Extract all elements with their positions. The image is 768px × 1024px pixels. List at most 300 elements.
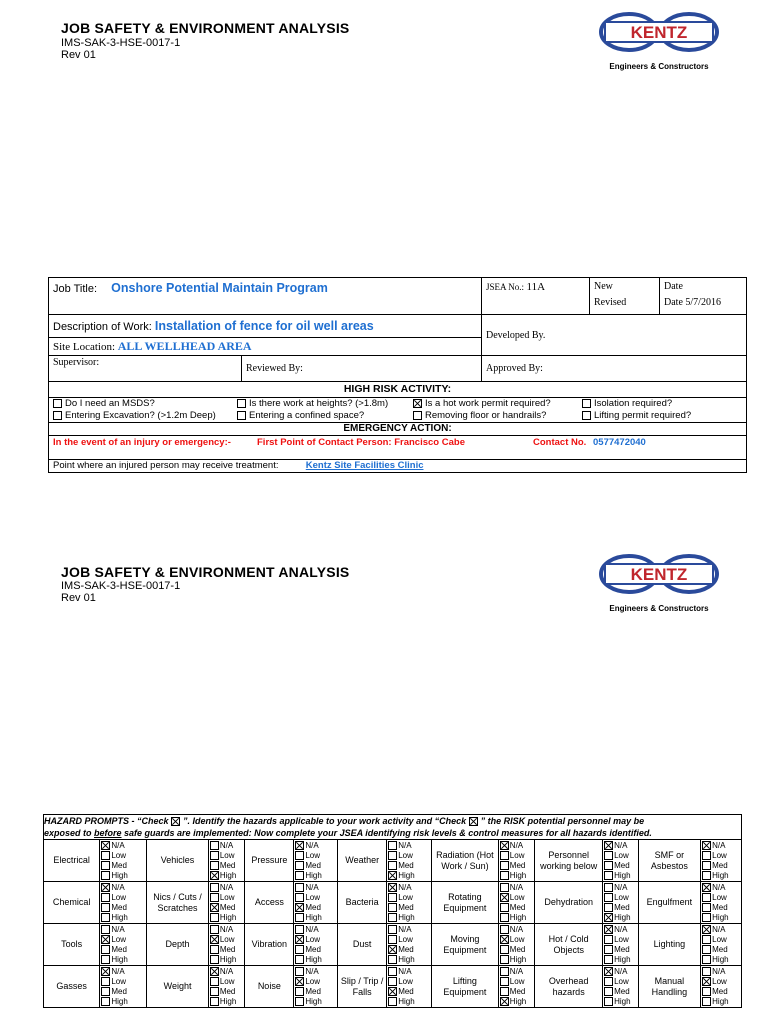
- risk-option: [702, 841, 741, 851]
- risk-option-label: Low: [509, 934, 525, 944]
- hazard-name: Depth: [147, 924, 209, 966]
- risk-option: [388, 955, 431, 965]
- risk-option: [210, 913, 245, 923]
- risk-option-label: Low: [614, 976, 629, 986]
- risk-option: [500, 997, 535, 1007]
- risk-checkbox[interactable]: [210, 893, 219, 902]
- risk-option: [500, 945, 535, 955]
- risk-checkbox[interactable]: [500, 913, 509, 922]
- risk-option-label: Low: [509, 976, 525, 986]
- risk-option: [604, 925, 637, 935]
- risk-option: [604, 997, 637, 1007]
- risk-checkbox[interactable]: [604, 987, 613, 996]
- risk-option-label: Med: [219, 986, 236, 996]
- risk-checkbox[interactable]: [295, 935, 304, 944]
- risk-option: [210, 945, 245, 955]
- risk-option: [101, 967, 146, 977]
- risk-checkbox[interactable]: [101, 977, 110, 986]
- risk-option-label: High: [219, 870, 237, 880]
- risk-checkbox[interactable]: [101, 871, 110, 880]
- risk-checkbox[interactable]: [388, 893, 397, 902]
- risk-checkbox[interactable]: [295, 967, 304, 976]
- risk-option-label: Low: [712, 976, 727, 986]
- page-title-2: JOB SAFETY & ENVIRONMENT ANALYSIS: [61, 564, 350, 580]
- risk-option-label: High: [305, 996, 322, 1006]
- risk-checkbox[interactable]: [604, 945, 613, 954]
- risk-option: [388, 977, 431, 987]
- risk-checkbox[interactable]: [295, 977, 304, 986]
- risk-option-label: High: [398, 870, 415, 880]
- high-risk-item: [237, 398, 388, 410]
- risk-options: [387, 924, 432, 966]
- risk-option: [388, 861, 431, 871]
- prompt-part-b: ”. Identify the hazards applicable to your work activity and “Check: [183, 816, 469, 826]
- risk-checkbox[interactable]: [101, 987, 110, 996]
- hazard-name: Weather: [338, 840, 387, 882]
- high-risk-checklist: [49, 398, 747, 423]
- checkbox[interactable]: [53, 399, 62, 408]
- risk-option: [101, 987, 146, 997]
- risk-option-label: High: [509, 996, 527, 1006]
- risk-checkbox[interactable]: [702, 861, 711, 870]
- description-value: Installation of fence for oil well areas: [154, 319, 374, 333]
- risk-option: [604, 987, 637, 997]
- risk-checkbox[interactable]: [702, 967, 711, 976]
- risk-option: [101, 925, 146, 935]
- risk-checkbox[interactable]: [604, 861, 613, 870]
- risk-option-label: Low: [305, 934, 321, 944]
- risk-checkbox[interactable]: [388, 871, 397, 880]
- risk-checkbox[interactable]: [101, 841, 110, 850]
- high-risk-label: Is there work at heights? (>1.8m): [249, 398, 389, 409]
- risk-option: [702, 977, 741, 987]
- risk-checkbox[interactable]: [388, 977, 397, 986]
- risk-checkbox[interactable]: [210, 871, 219, 880]
- risk-checkbox[interactable]: [500, 893, 509, 902]
- risk-checkbox[interactable]: [604, 955, 613, 964]
- risk-checkbox[interactable]: [295, 871, 304, 880]
- risk-checkbox[interactable]: [388, 861, 397, 870]
- risk-checkbox[interactable]: [388, 935, 397, 944]
- risk-checkbox[interactable]: [101, 955, 110, 964]
- risk-option-label: Low: [219, 934, 235, 944]
- developed-by-cell: [482, 315, 747, 356]
- risk-checkbox[interactable]: [702, 945, 711, 954]
- risk-options: [208, 840, 245, 882]
- risk-option: [295, 925, 337, 935]
- prompt-part-f: safe guards are implemented: Now complete your JSEA identifying risk levels & control measures for all hazards identified.: [121, 828, 652, 838]
- risk-option: [101, 935, 146, 945]
- first-point-contact: First Point of Contact Person: Francisco Cabe: [257, 437, 465, 448]
- risk-checkbox[interactable]: [101, 861, 110, 870]
- risk-checkbox[interactable]: [702, 893, 711, 902]
- check-example-icon: [171, 817, 180, 826]
- risk-checkbox[interactable]: [210, 987, 219, 996]
- risk-option: [604, 955, 637, 965]
- jsea-form: [48, 277, 747, 473]
- date-cell: [660, 278, 747, 315]
- high-risk-row: [49, 410, 746, 422]
- description-label: Description of Work:: [53, 321, 152, 333]
- risk-checkbox[interactable]: [604, 903, 613, 912]
- risk-checkbox[interactable]: [101, 967, 110, 976]
- risk-options: [701, 882, 742, 924]
- risk-checkbox[interactable]: [604, 851, 613, 860]
- risk-option: [295, 935, 337, 945]
- risk-checkbox[interactable]: [604, 841, 613, 850]
- hazard-name: Dehydration: [535, 882, 603, 924]
- job-title-cell: [49, 278, 482, 315]
- risk-checkbox[interactable]: [210, 997, 219, 1006]
- risk-options: [498, 840, 535, 882]
- risk-checkbox[interactable]: [702, 851, 711, 860]
- risk-checkbox[interactable]: [500, 987, 509, 996]
- high-risk-label: Is a hot work permit required?: [425, 398, 551, 409]
- site-location-label: Site Location:: [53, 341, 116, 353]
- risk-checkbox[interactable]: [500, 883, 509, 892]
- risk-option: [604, 861, 637, 871]
- risk-option: [500, 893, 535, 903]
- risk-option-label: High: [111, 870, 128, 880]
- risk-checkbox[interactable]: [500, 945, 509, 954]
- risk-option-label: Low: [111, 850, 127, 860]
- risk-checkbox[interactable]: [500, 851, 509, 860]
- risk-checkbox[interactable]: [500, 935, 509, 944]
- risk-option: [388, 945, 431, 955]
- risk-option: [388, 925, 431, 935]
- risk-option-label: Low: [111, 934, 127, 944]
- risk-option: [210, 955, 245, 965]
- risk-checkbox[interactable]: [500, 925, 509, 934]
- risk-option: [295, 903, 337, 913]
- risk-option: [388, 997, 431, 1007]
- risk-checkbox[interactable]: [702, 913, 711, 922]
- risk-option-label: Med: [509, 986, 526, 996]
- risk-option-label: N/A: [219, 924, 234, 934]
- risk-option: [388, 987, 431, 997]
- risk-checkbox[interactable]: [604, 913, 613, 922]
- risk-checkbox[interactable]: [101, 925, 110, 934]
- risk-checkbox[interactable]: [101, 893, 110, 902]
- risk-option: [702, 955, 741, 965]
- risk-checkbox[interactable]: [604, 967, 613, 976]
- risk-option-label: N/A: [614, 966, 628, 976]
- risk-checkbox[interactable]: [101, 945, 110, 954]
- risk-checkbox[interactable]: [388, 841, 397, 850]
- risk-option: [702, 861, 741, 871]
- risk-option: [295, 987, 337, 997]
- risk-option-label: High: [398, 996, 415, 1006]
- risk-option-label: Med: [219, 902, 236, 912]
- risk-checkbox[interactable]: [388, 945, 397, 954]
- risk-checkbox[interactable]: [500, 977, 509, 986]
- risk-checkbox[interactable]: [295, 925, 304, 934]
- risk-option: [210, 893, 245, 903]
- hazard-name: Slip / Trip / Falls: [338, 966, 387, 1008]
- risk-option: [500, 913, 535, 923]
- risk-option-label: Low: [712, 850, 727, 860]
- risk-checkbox[interactable]: [388, 955, 397, 964]
- risk-option: [210, 997, 245, 1007]
- logo-tagline-2: Engineers & Constructors: [609, 604, 709, 613]
- risk-checkbox[interactable]: [604, 925, 613, 934]
- risk-options: [294, 882, 338, 924]
- risk-checkbox[interactable]: [101, 913, 110, 922]
- hazard-name: Electrical: [44, 840, 100, 882]
- checkbox[interactable]: [413, 411, 422, 420]
- high-risk-item: [413, 398, 551, 410]
- risk-option: [702, 871, 741, 881]
- risk-option-label: High: [712, 912, 729, 922]
- risk-checkbox[interactable]: [210, 841, 219, 850]
- risk-option-label: N/A: [509, 882, 524, 892]
- risk-option: [702, 903, 741, 913]
- risk-checkbox[interactable]: [388, 903, 397, 912]
- risk-option-label: N/A: [219, 840, 234, 850]
- risk-option: [295, 967, 337, 977]
- risk-checkbox[interactable]: [295, 987, 304, 996]
- risk-checkbox[interactable]: [295, 945, 304, 954]
- risk-option: [295, 841, 337, 851]
- company-logo: [597, 10, 721, 74]
- risk-checkbox[interactable]: [702, 883, 711, 892]
- risk-option: [295, 861, 337, 871]
- risk-checkbox[interactable]: [702, 935, 711, 944]
- reviewed-by-cell: [242, 356, 482, 382]
- risk-checkbox[interactable]: [210, 861, 219, 870]
- document-number: IMS-SAK-3-HSE-0017-1: [61, 37, 181, 49]
- prompt-part-d: exposed to: [44, 828, 95, 838]
- risk-option: [500, 987, 535, 997]
- risk-option: [295, 851, 337, 861]
- risk-checkbox[interactable]: [388, 967, 397, 976]
- risk-checkbox[interactable]: [500, 903, 509, 912]
- risk-option: [702, 997, 741, 1007]
- risk-checkbox[interactable]: [101, 851, 110, 860]
- risk-checkbox[interactable]: [295, 883, 304, 892]
- checkbox[interactable]: [53, 411, 62, 420]
- description-cell: [49, 315, 482, 338]
- risk-option-label: N/A: [614, 924, 628, 934]
- risk-option: [295, 945, 337, 955]
- risk-checkbox[interactable]: [295, 841, 304, 850]
- checkbox[interactable]: [237, 411, 246, 420]
- risk-option-label: Low: [712, 934, 727, 944]
- risk-checkbox[interactable]: [604, 935, 613, 944]
- job-title-label: Job Title:: [53, 283, 98, 295]
- risk-checkbox[interactable]: [210, 935, 219, 944]
- risk-checkbox[interactable]: [388, 883, 397, 892]
- risk-checkbox[interactable]: [702, 903, 711, 912]
- risk-option-label: Med: [712, 944, 728, 954]
- risk-checkbox[interactable]: [295, 893, 304, 902]
- risk-checkbox[interactable]: [295, 913, 304, 922]
- risk-option: [702, 987, 741, 997]
- risk-option-label: High: [509, 954, 527, 964]
- checkbox[interactable]: [582, 399, 591, 408]
- risk-option: [604, 841, 637, 851]
- risk-option-label: Med: [219, 944, 236, 954]
- risk-option-label: N/A: [712, 840, 726, 850]
- risk-option: [702, 883, 741, 893]
- risk-option-label: Med: [398, 902, 414, 912]
- high-risk-label: Removing floor or handrails?: [425, 410, 547, 421]
- revision-2: Rev 01: [61, 592, 96, 604]
- risk-checkbox[interactable]: [295, 861, 304, 870]
- emergency-text-label: In the event of an injury or emergency:-: [53, 437, 231, 448]
- kentz-logo-icon: [597, 10, 721, 60]
- risk-option-label: Low: [509, 850, 525, 860]
- risk-checkbox[interactable]: [702, 871, 711, 880]
- risk-options: [701, 966, 742, 1008]
- risk-checkbox[interactable]: [295, 851, 304, 860]
- risk-options: [603, 924, 638, 966]
- risk-option-label: Low: [614, 850, 629, 860]
- risk-option: [604, 913, 637, 923]
- risk-checkbox[interactable]: [500, 871, 509, 880]
- risk-option-label: Med: [398, 944, 414, 954]
- risk-option-label: Low: [398, 850, 413, 860]
- risk-option: [295, 997, 337, 1007]
- hazard-name: Access: [245, 882, 294, 924]
- risk-checkbox[interactable]: [210, 913, 219, 922]
- risk-checkbox[interactable]: [702, 997, 711, 1006]
- risk-checkbox[interactable]: [500, 955, 509, 964]
- risk-option-label: High: [219, 954, 237, 964]
- risk-checkbox[interactable]: [101, 903, 110, 912]
- prompt-part-e: before: [94, 828, 122, 838]
- risk-checkbox[interactable]: [604, 883, 613, 892]
- risk-option-label: Low: [305, 976, 321, 986]
- risk-option-label: Med: [509, 860, 526, 870]
- risk-option: [388, 841, 431, 851]
- risk-options: [208, 924, 245, 966]
- new-label: New: [594, 281, 613, 292]
- risk-option: [604, 945, 637, 955]
- risk-checkbox[interactable]: [210, 967, 219, 976]
- risk-checkbox[interactable]: [604, 997, 613, 1006]
- risk-options: [208, 882, 245, 924]
- risk-checkbox[interactable]: [388, 913, 397, 922]
- risk-checkbox[interactable]: [210, 925, 219, 934]
- risk-option-label: N/A: [509, 966, 524, 976]
- jsea-number-cell: [482, 278, 590, 315]
- risk-checkbox[interactable]: [604, 977, 613, 986]
- hazard-name: Overhead hazards: [535, 966, 603, 1008]
- risk-option: [101, 913, 146, 923]
- risk-option: [500, 925, 535, 935]
- risk-option-label: High: [712, 954, 729, 964]
- risk-option: [388, 883, 431, 893]
- risk-option-label: Low: [509, 892, 525, 902]
- risk-checkbox[interactable]: [702, 925, 711, 934]
- risk-option-label: Med: [219, 860, 236, 870]
- risk-option-label: N/A: [712, 924, 726, 934]
- risk-checkbox[interactable]: [702, 977, 711, 986]
- risk-checkbox[interactable]: [388, 987, 397, 996]
- risk-checkbox[interactable]: [500, 967, 509, 976]
- risk-option-label: N/A: [614, 840, 628, 850]
- risk-checkbox[interactable]: [604, 871, 613, 880]
- risk-option: [295, 977, 337, 987]
- risk-options: [294, 840, 338, 882]
- risk-checkbox[interactable]: [210, 883, 219, 892]
- risk-option: [702, 851, 741, 861]
- risk-checkbox[interactable]: [210, 977, 219, 986]
- site-location-cell: [49, 338, 482, 356]
- checkbox[interactable]: [582, 411, 591, 420]
- risk-option-label: Low: [111, 976, 127, 986]
- risk-checkbox[interactable]: [702, 955, 711, 964]
- risk-checkbox[interactable]: [388, 925, 397, 934]
- hazard-row: [44, 966, 742, 1008]
- risk-option: [604, 893, 637, 903]
- risk-option: [604, 935, 637, 945]
- risk-checkbox[interactable]: [500, 861, 509, 870]
- risk-checkbox[interactable]: [101, 883, 110, 892]
- risk-option-label: N/A: [111, 966, 125, 976]
- risk-checkbox[interactable]: [210, 851, 219, 860]
- risk-checkbox[interactable]: [101, 935, 110, 944]
- check-example-icon: [469, 817, 478, 826]
- risk-option-label: N/A: [398, 966, 412, 976]
- risk-checkbox[interactable]: [210, 945, 219, 954]
- risk-option: [604, 851, 637, 861]
- hazard-name: Lighting: [638, 924, 701, 966]
- risk-option: [604, 967, 637, 977]
- risk-checkbox[interactable]: [500, 997, 509, 1006]
- risk-checkbox[interactable]: [702, 987, 711, 996]
- risk-checkbox[interactable]: [604, 893, 613, 902]
- risk-option-label: Low: [398, 892, 413, 902]
- risk-option-label: Med: [398, 860, 414, 870]
- risk-option: [388, 871, 431, 881]
- risk-checkbox[interactable]: [500, 841, 509, 850]
- risk-option-label: N/A: [305, 840, 319, 850]
- risk-option: [210, 977, 245, 987]
- risk-option: [101, 997, 146, 1007]
- risk-option: [101, 861, 146, 871]
- checkbox[interactable]: [237, 399, 246, 408]
- risk-option-label: High: [305, 954, 322, 964]
- treatment-location: Kentz Site Facilities Clinic: [305, 460, 424, 471]
- checkbox[interactable]: [413, 399, 422, 408]
- risk-option-label: High: [305, 912, 322, 922]
- risk-options: [100, 882, 147, 924]
- hazard-row: [44, 924, 742, 966]
- risk-option-label: Med: [712, 860, 728, 870]
- risk-checkbox[interactable]: [702, 841, 711, 850]
- risk-checkbox[interactable]: [210, 955, 219, 964]
- risk-checkbox[interactable]: [295, 997, 304, 1006]
- risk-checkbox[interactable]: [101, 997, 110, 1006]
- risk-checkbox[interactable]: [295, 955, 304, 964]
- risk-option-label: High: [614, 954, 631, 964]
- risk-checkbox[interactable]: [210, 903, 219, 912]
- hazard-name: Personnel working below: [535, 840, 603, 882]
- risk-option: [500, 903, 535, 913]
- risk-option-label: N/A: [614, 882, 628, 892]
- risk-option: [702, 967, 741, 977]
- risk-checkbox[interactable]: [388, 997, 397, 1006]
- risk-option-label: High: [398, 954, 415, 964]
- risk-option: [500, 977, 535, 987]
- risk-checkbox[interactable]: [295, 903, 304, 912]
- risk-checkbox[interactable]: [388, 851, 397, 860]
- risk-option-label: High: [111, 912, 128, 922]
- risk-option-label: N/A: [111, 882, 125, 892]
- logo-tagline: Engineers & Constructors: [609, 62, 709, 71]
